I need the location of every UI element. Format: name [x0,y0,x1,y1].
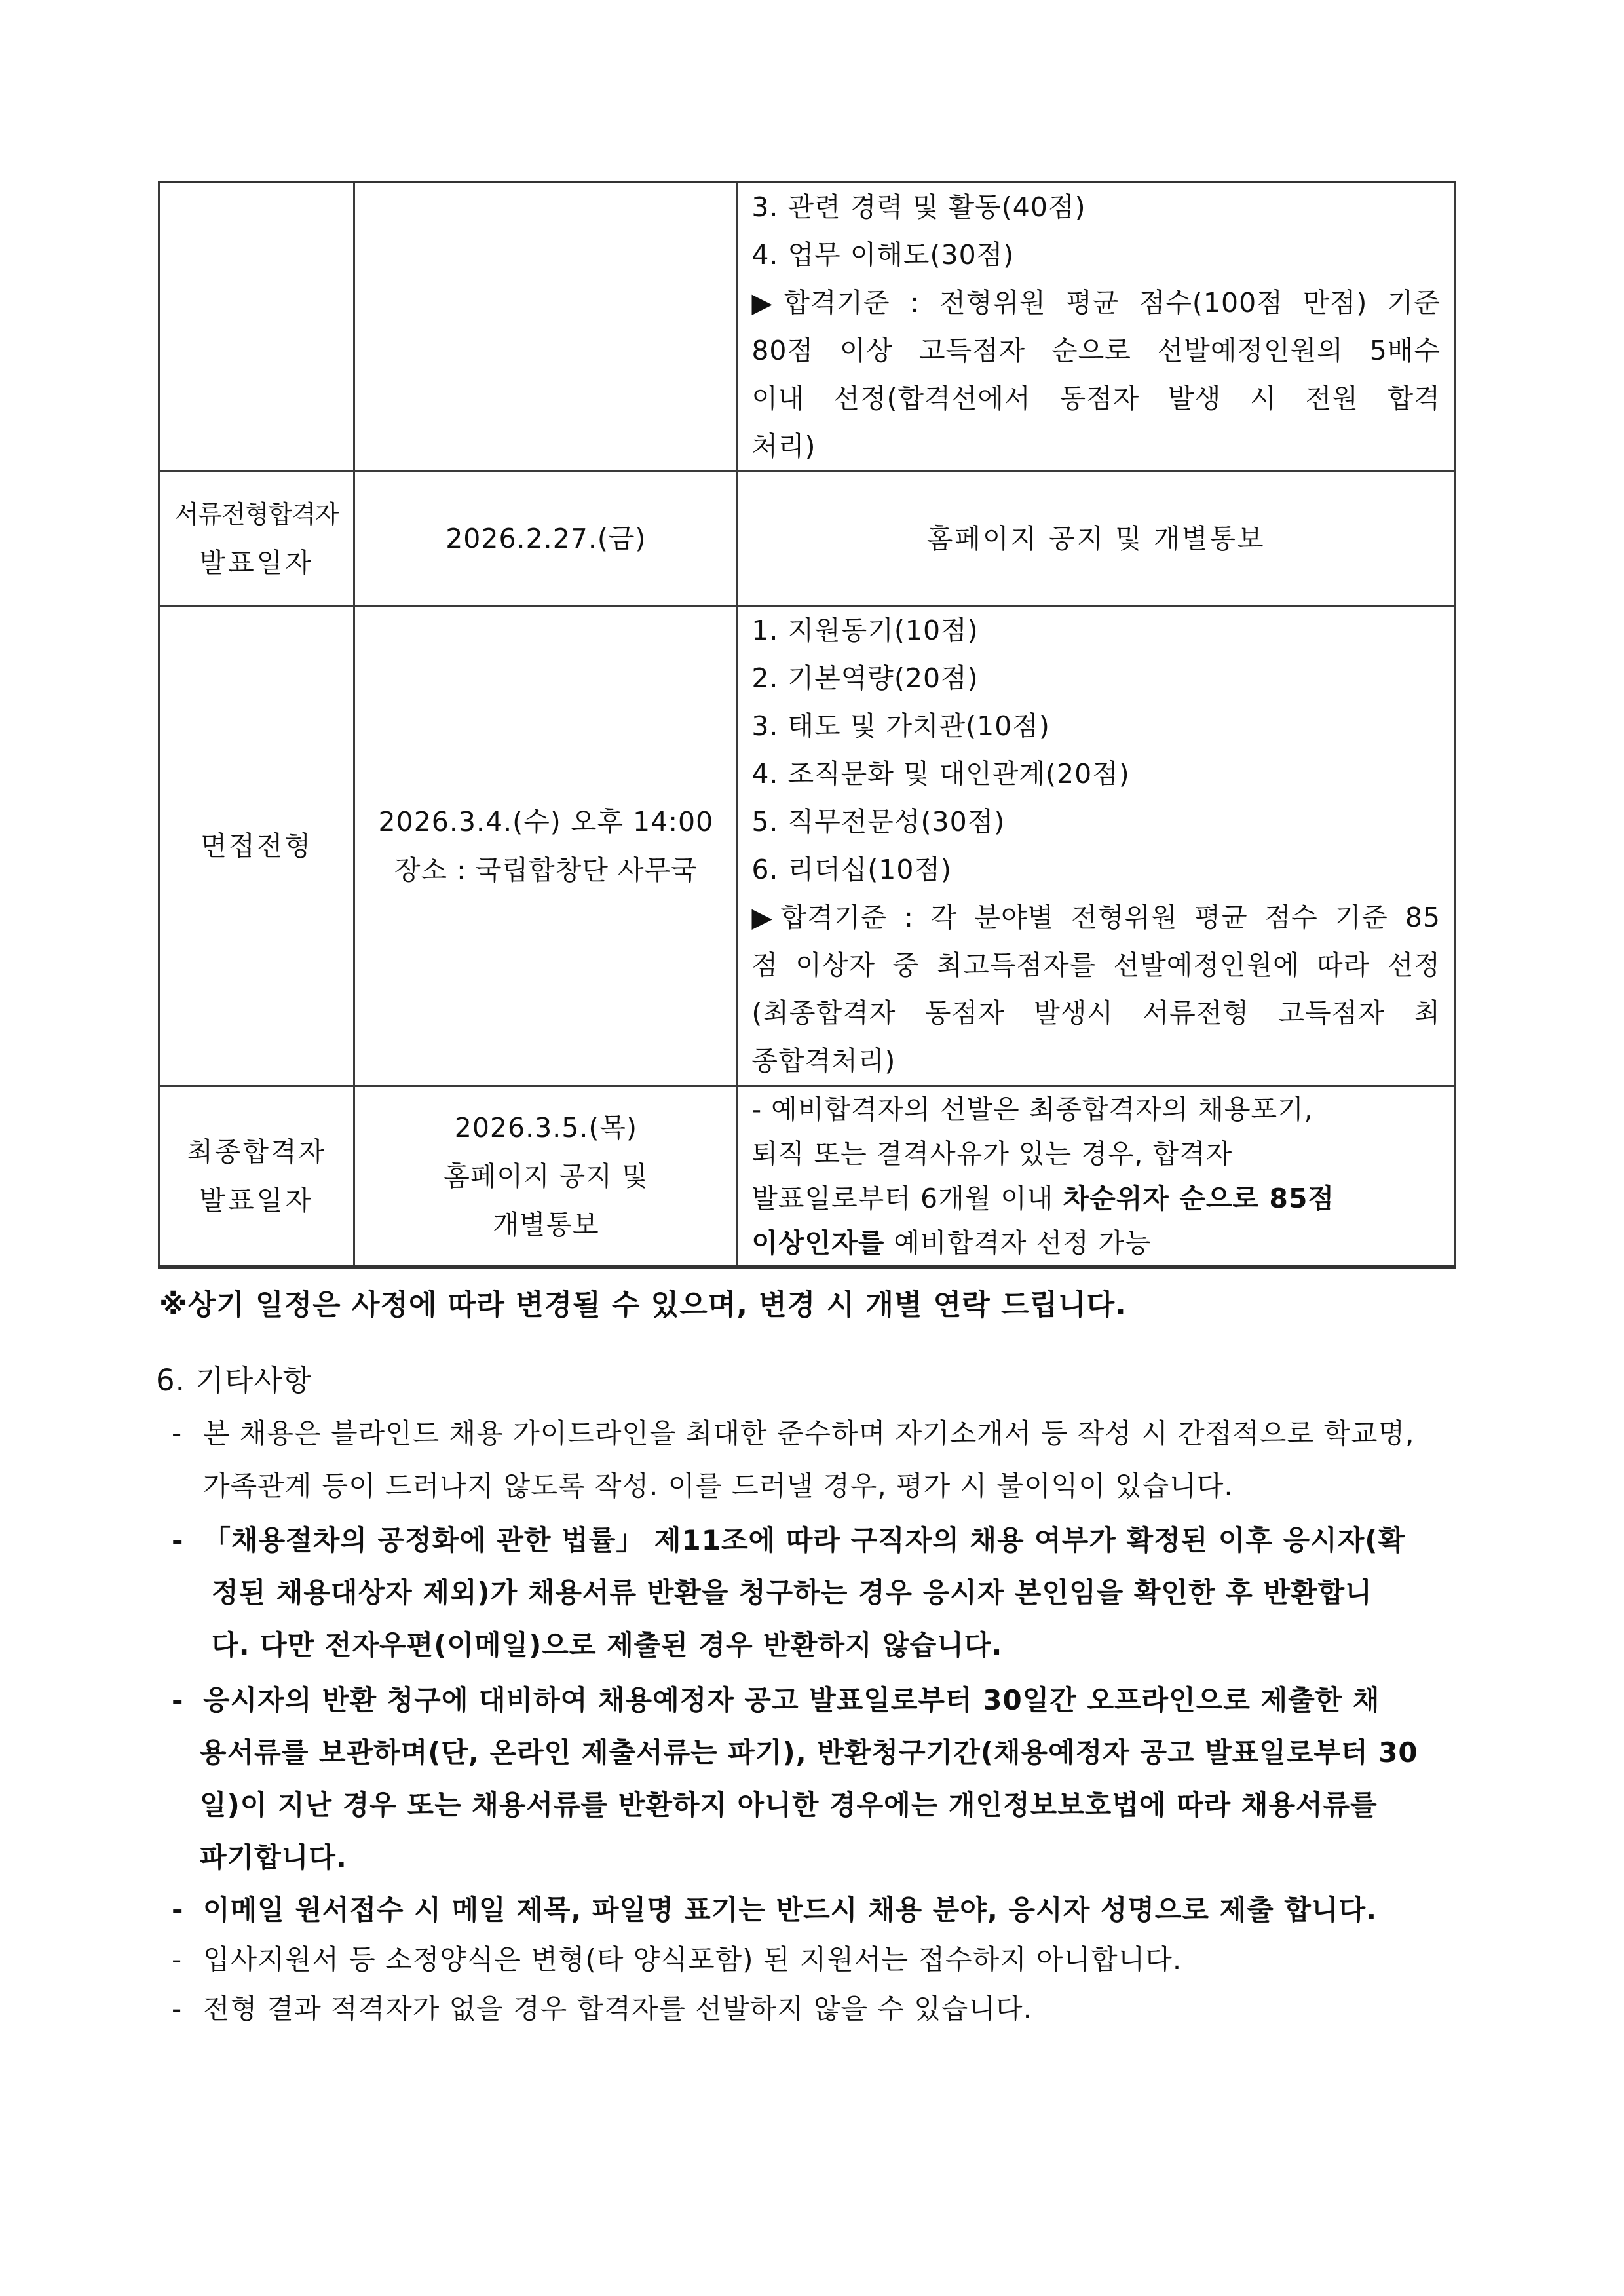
schedule-change-note: ※상기 일정은 사정에 따라 변경될 수 있으며, 변경 시 개별 연락 드립니다. [159,1288,1127,1322]
details-text: 홈페이지 공지 및 개별통보 [926,523,1266,554]
criteria-cell [738,606,1455,1086]
schedule-table [158,181,1456,1269]
pass-criteria: ▶합격기준 : 전형위원 평균 점수(100점 만점) 기준 [751,287,1441,318]
bullet-text: 이메일 원서접수 시 메일 제목, 파일명 표기는 반드시 채용 분야, 응시자 성명으로 제출 합니다. [203,1894,1378,1926]
table-row-final-result [159,1086,1455,1267]
stage-label: 발표일자 [199,1185,314,1216]
table-row-document-result [159,472,1455,606]
bullet-text: 입사지원서 등 소정양식은 변형(타 양식포함) 된 지원서는 접수하지 아니합니다. [203,1943,1182,1976]
pass-criteria: 이내 선정(합격선에서 동점자 발생 시 전원 합격 [751,383,1441,414]
schedule-cell-empty [354,182,738,472]
criteria-item: 2. 기본역량(20점) [751,662,979,694]
bullet-text: 전형 결과 적격자가 없을 경우 합격자를 선발하지 않을 수 있습니다. [203,1993,1032,2025]
details-emphasis: 이상인자를 [751,1227,885,1259]
stage-label: 서류전형합격자 [174,500,339,529]
pass-criteria: (최종합격자 동점자 발생시 서류전형 고득점자 최 [751,997,1441,1029]
schedule-method: 홈페이지 공지 및 [444,1160,649,1192]
schedule-location: 장소 : 국립합창단 사무국 [394,854,698,886]
section-title: 6. 기타사항 [156,1363,312,1398]
bullet-continuation: 용서류를 보관하며(단, 온라인 제출서류는 파기), 반환청구기간(채용예정자 공고 발표일로부터 30 [200,1736,1418,1769]
bullet-item [172,1987,1032,2027]
pass-criteria: 처리) [751,430,816,462]
stage-label: 최종합격자 [187,1136,327,1168]
details-text: 예비합격자 선정 가능 [884,1227,1152,1259]
dash-marker: - [172,1417,183,1449]
bullet-continuation: 가족관계 등이 드러나지 않도록 작성. 이를 드러낼 경우, 평가 시 불이익이 있습니다. [203,1470,1234,1502]
dash-marker: - [172,1524,184,1556]
stage-cell [159,606,354,1086]
table-row-document-screening-cont [159,182,1455,472]
schedule-cell [354,606,738,1086]
pass-criteria: 점 이상자 중 최고득점자를 선발예정인원에 따라 선정 [751,949,1441,981]
details-line [751,1221,1441,1265]
details-line: - 예비합격자의 선발은 최종합격자의 채용포기, [751,1094,1313,1125]
dash-marker: - [172,1993,183,2025]
schedule-cell [354,472,738,606]
stage-cell-empty [159,182,354,472]
criteria-item: 3. 태도 및 가치관(10점) [751,710,1050,742]
schedule-method: 개별통보 [493,1209,599,1240]
schedule-date: 2026.3.4.(수) 오후 14:00 [378,806,714,837]
stage-label: 면접전형 [200,830,312,862]
criteria-item: 4. 업무 이해도(30점) [751,239,1015,271]
dash-marker: - [172,1943,183,1976]
table-row-interview [159,606,1455,1086]
criteria-cell [738,182,1455,472]
bullet-text: 응시자의 반환 청구에 대비하여 채용예정자 공고 발표일로부터 30일간 오프라인으로 제출한 채 [203,1684,1380,1716]
details-cell [738,472,1455,606]
stage-cell [159,1086,354,1267]
details-line: 퇴직 또는 결격사유가 있는 경우, 합격자 [751,1138,1233,1170]
bullet-item [172,1679,1380,1718]
details-line [751,1176,1441,1221]
bullet-item [172,1888,1377,1928]
details-cell [738,1086,1455,1267]
criteria-item: 1. 지원동기(10점) [751,615,979,646]
schedule-cell [354,1086,738,1267]
dash-marker: - [172,1894,184,1926]
stage-label: 발표일자 [199,547,314,579]
pass-criteria: ▶합격기준 : 각 분야별 전형위원 평균 점수 기준 85 [751,902,1441,933]
criteria-item: 5. 직무전문성(30점) [751,806,1006,837]
details-text: 발표일로부터 6개월 이내 [751,1183,1063,1214]
criteria-item: 4. 조직문화 및 대인관계(20점) [751,758,1130,790]
pass-criteria: 80점 이상 고득점자 순으로 선발예정인원의 5배수 [751,335,1441,366]
schedule-date: 2026.2.27.(금) [445,523,647,554]
bullet-continuation: 정된 채용대상자 제외)가 채용서류 반환을 청구하는 경우 응시자 본인임을 확인한 후 반환합니 [212,1577,1372,1609]
bullet-text: 본 채용은 블라인드 채용 가이드라인을 최대한 준수하며 자기소개서 등 작성 시 간접적으로 학교명, [203,1417,1415,1449]
bullet-continuation: 다. 다만 전자우편(이메일)으로 제출된 경우 반환하지 않습니다. [212,1629,1003,1661]
bullet-text: 「채용절차의 공정화에 관한 법률」 제11조에 따라 구직자의 채용 여부가 확정된 이후 응시자(확 [203,1524,1406,1556]
bullet-item [172,1519,1405,1558]
criteria-item: 3. 관련 경력 및 활동(40점) [751,191,1086,223]
bullet-continuation: 일)이 지난 경우 또는 채용서류를 반환하지 아니한 경우에는 개인정보보호법에 따라 채용서류를 [200,1789,1378,1821]
bullet-continuation: 파기합니다. [200,1841,347,1873]
bullet-item [172,1412,1414,1451]
details-emphasis: 차순위자 순으로 85점 [1063,1183,1335,1214]
pass-criteria: 종합격처리) [751,1045,896,1077]
stage-cell [159,472,354,606]
bullet-item [172,1938,1182,1978]
criteria-item: 6. 리더십(10점) [751,854,953,885]
schedule-date: 2026.3.5.(목) [454,1112,637,1143]
dash-marker: - [172,1684,184,1716]
